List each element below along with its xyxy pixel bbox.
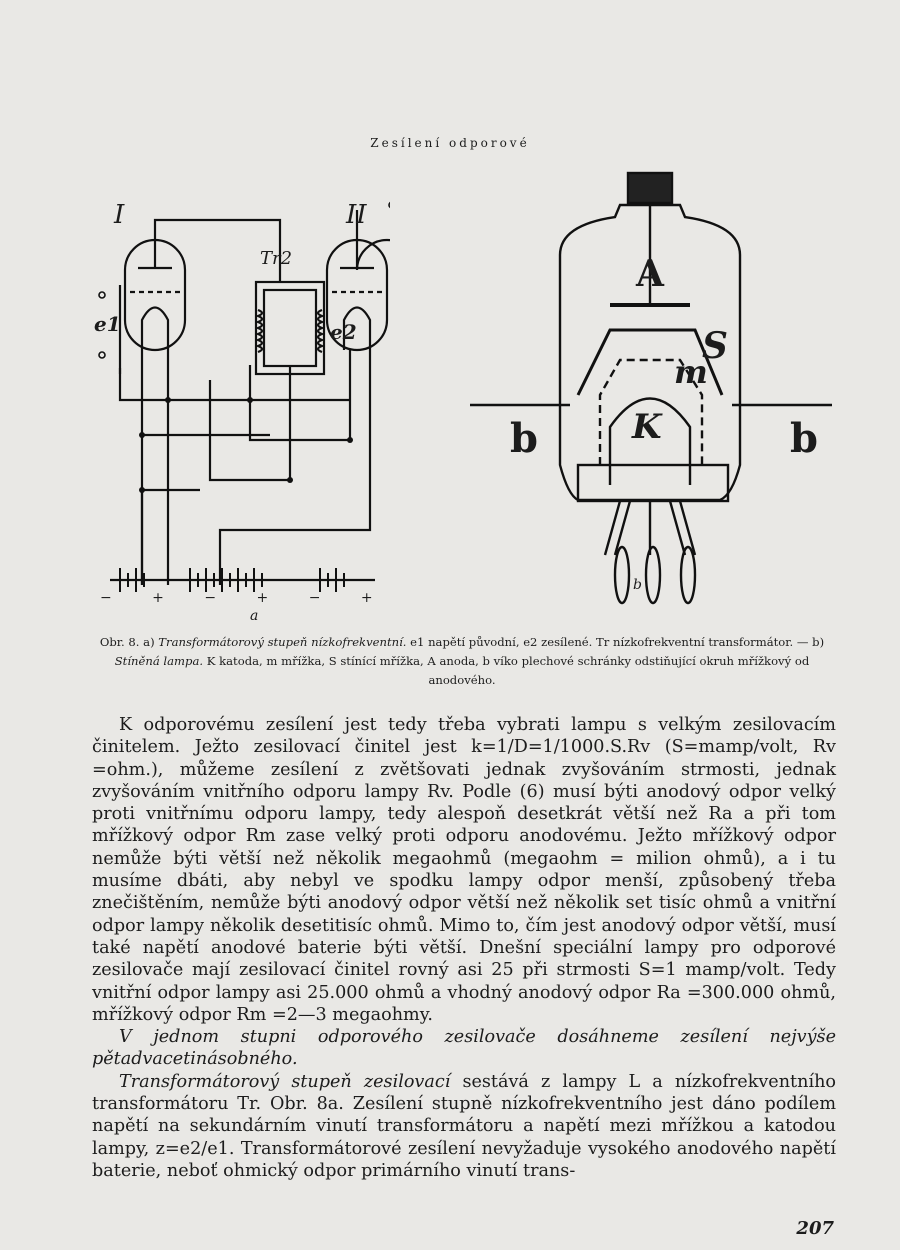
battery-polarity-signs: − + − + − + bbox=[100, 590, 391, 606]
figure-a-label: a bbox=[250, 608, 259, 624]
figure-b-screened-tube bbox=[470, 165, 840, 620]
grid-label: m bbox=[674, 353, 708, 391]
transformer-label: Tr2 bbox=[260, 248, 293, 269]
caption-b-title: Stíněná lampa. bbox=[114, 654, 204, 668]
tube-drawing bbox=[470, 165, 840, 620]
lid-label-right: b bbox=[790, 415, 818, 462]
caption-b-text: K katoda, m mřížka, S stínící mřížka, A anoda, b víko plechové schránky odstiňující okruh mřížkový od anodového. bbox=[206, 654, 810, 687]
paragraph-1: K odporovému zesílení jest tedy třeba vybrati lampu s velkým zesilovacím činitelem. Ježto zesilovací činitel jest k=1/D=1/1000.S.Rv (S=mamp/volt, Rv =ohm.), můžeme zesílení z zvětšovati jednak zvyšováním strmosti, jednak zvyšováním vnitřního odporu lampy Rv. Podle (6) musí býti anodový odpor velký proti vnitřnímu odporu lampy, tedy alespoň desetkrát větší než Ra a při tom mřížkový odpor Rm zase velký proti odporu anodovému. Ježto mřížkový odpor nemůže býti větší než několik megaohmů (megaohm = milion ohmů), a i tu musíme dbáti, aby nebyl ve spodku lampy odpor menší, způsobený třeba znečištěním, nemůže býti anodový odpor větší než několik set tisíc ohmů a vnitřní odpor lampy několik desetitisíc ohmů. Mimo to, čím jest anodový odpor větší, musí také napětí anodové baterie býti větší. Dnešní speciální lampy pro odporové zesilovače mají zesilovací činitel rovný asi 25 při strmosti S=1 mamp/volt. Tedy vnitřní odpor lampy asi 25.000 ohmů a vhodný anodový odpor Ra =300.000 ohmů, mřížkový odpor Rm =2—3 megaohmy. bbox=[92, 715, 836, 1025]
caption-a-text: e1 napětí původní, e2 zesílené. Tr nízkofrekventní transformátor. — b) bbox=[410, 635, 825, 649]
caption-prefix: Obr. 8. a) bbox=[99, 635, 155, 649]
figure-caption bbox=[92, 633, 832, 690]
paragraph-2: V jednom stupni odporového zesilovače dosáhneme zesílení nejvýše pětadvacetinásobného. bbox=[92, 1027, 836, 1070]
body-text bbox=[92, 714, 836, 1182]
running-header: Zesílení odporové bbox=[370, 136, 530, 150]
paragraph-3-body: sestává z lampy L a nízkofrekventního transformátoru Tr. Obr. 8a. Zesílení stupně nízkofrekventního jest dáno podílem napětí na sekundárním vinutí transformátoru a napětí mezi mřížkou a katodou lampy, z=e2/e1. Transformátorové zesílení nevyžaduje vysokého anodového napětí baterie, neboť ohmický odpor primárního vinutí trans- bbox=[92, 1071, 836, 1181]
figure-a-transformer-stage bbox=[90, 190, 390, 630]
circuit-diagram bbox=[90, 190, 390, 630]
screen-grid-label: S bbox=[702, 325, 728, 367]
paragraph-3-lead: Transformátorový stupeň zesilovací bbox=[119, 1071, 451, 1092]
figure-b-label: b bbox=[633, 577, 642, 593]
paragraph-3 bbox=[92, 1071, 836, 1182]
tube-ii-label: II bbox=[346, 200, 367, 230]
e1-label: e1 bbox=[94, 312, 121, 336]
e2-label: e2 bbox=[330, 320, 357, 344]
caption-a-title: Transformátorový stupeň nízkofrekventní. bbox=[158, 635, 407, 649]
cathode-label: K bbox=[632, 407, 662, 447]
page-number: 207 bbox=[796, 1218, 834, 1239]
lid-label-left: b bbox=[510, 415, 538, 462]
anode-label: A bbox=[636, 253, 664, 295]
tube-i-label: I bbox=[114, 200, 125, 230]
